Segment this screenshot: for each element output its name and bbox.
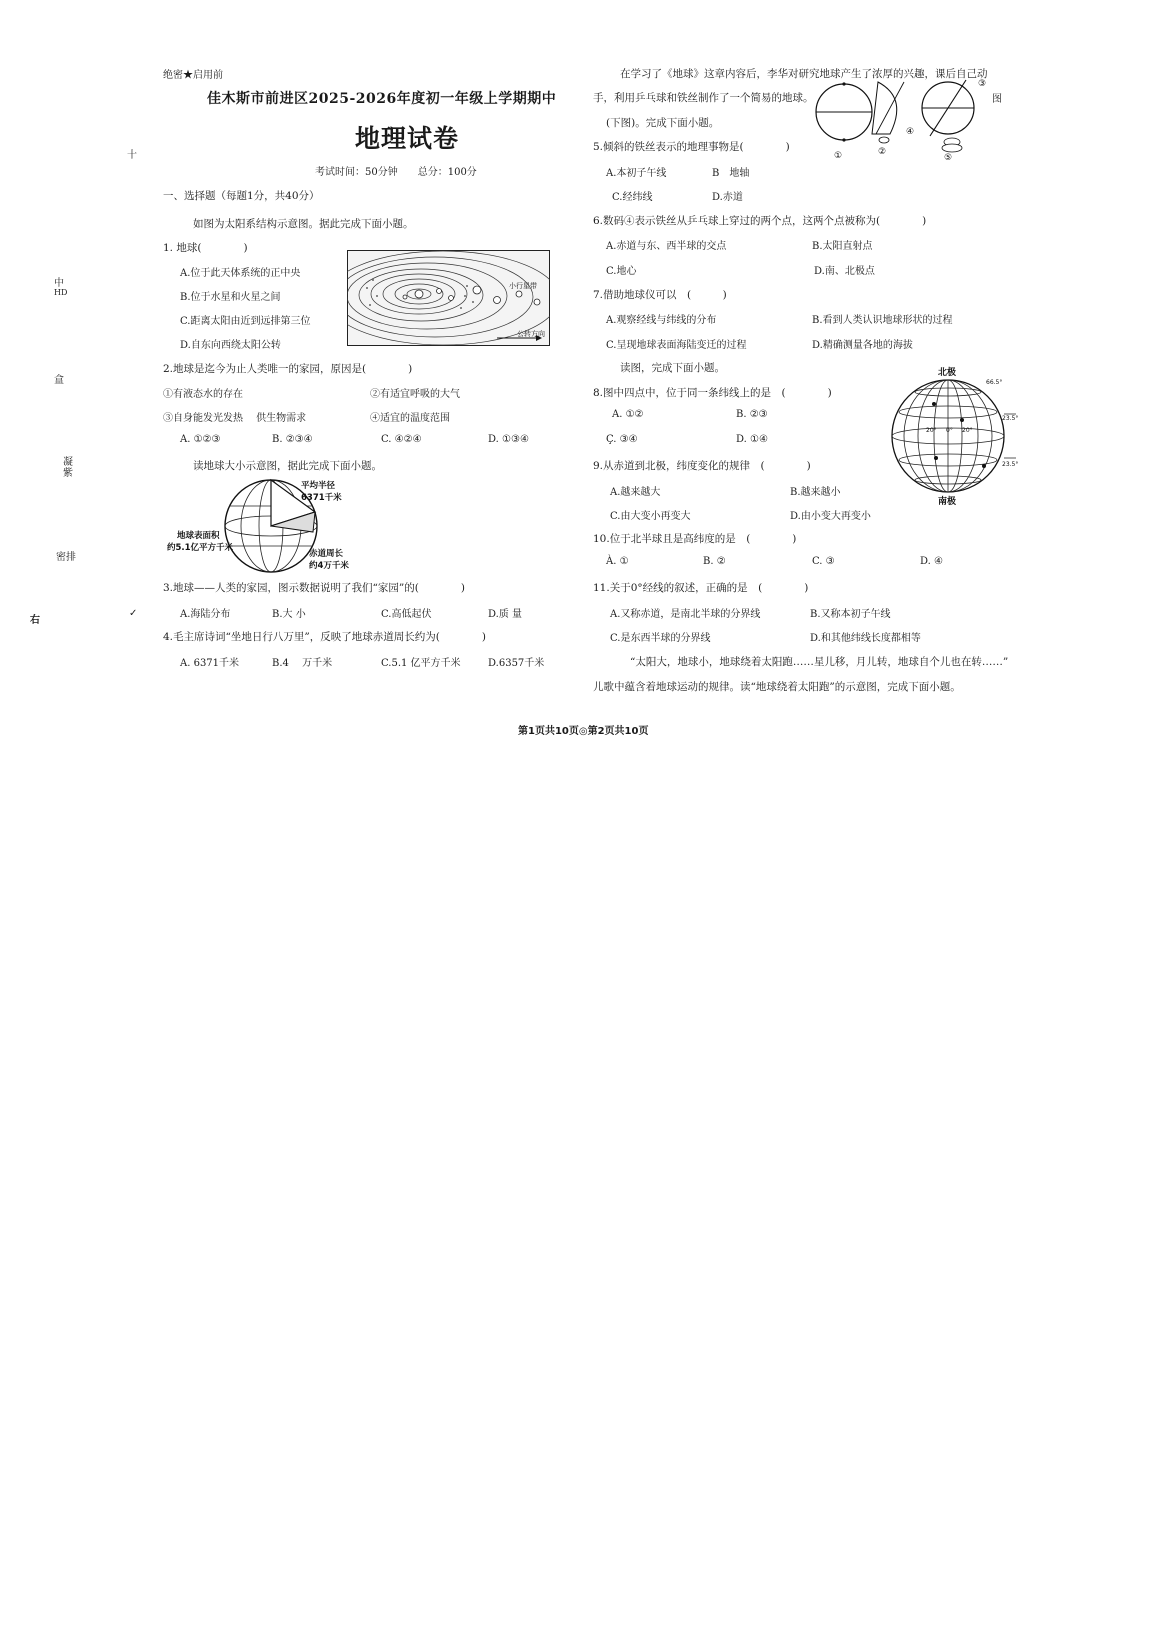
option: B.位于水星和火星之间 (180, 292, 281, 303)
option: A. ①②③ (180, 434, 221, 445)
margin-mark: 右 (30, 615, 40, 626)
intro-text: 读图，完成下面小题。 (620, 362, 725, 374)
section-heading: 一、选择题（每题1分，共40分） (163, 190, 320, 202)
question-stem: 8.图中四点中，位于同一条纬线上的是 ( ) (593, 387, 832, 399)
option: A.位于此天体系统的正中央 (180, 268, 301, 279)
margin-mark: 紫 (63, 468, 73, 479)
option: C.地心 (606, 266, 637, 277)
option: B. ② (703, 556, 726, 567)
option: D.和其他纬线长度都相等 (810, 633, 921, 644)
option: A.观察经线与纬线的分布 (606, 315, 717, 326)
question-stem: 7.借助地球仪可以 ( ) (593, 289, 727, 301)
option: D.由小变大再变小 (790, 511, 871, 522)
area-label: 地球表面积 (177, 531, 220, 541)
asteroid-belt-label: 小行星带 (509, 282, 537, 290)
intro-text: 手，利用乒乓球和铁丝制作了一个简易的地球。 (593, 92, 814, 104)
question-stem: 2.地球是迄今为止人类唯一的家园，原因是( ) (163, 363, 413, 375)
option: B.看到人类认识地球形状的过程 (812, 315, 953, 326)
question-stem: 1. 地球( ) (163, 242, 248, 254)
option: D. ④ (920, 556, 943, 567)
page-title: 地理试卷 (355, 124, 460, 153)
confidential-label: 绝密★启用前 (163, 70, 223, 81)
intro-text: 读地球大小示意图，据此完成下面小题。 (193, 460, 382, 472)
question-stem: 10.位于北半球且是高纬度的是 ( ) (593, 533, 797, 545)
revolution-direction-label: 公转方向 (517, 330, 545, 338)
latlong-globe-figure (888, 362, 1024, 508)
option: A. ①② (612, 409, 644, 420)
margin-mark: 中 (54, 278, 64, 289)
option: B.越来越小 (790, 487, 841, 498)
option: C.由大变小再变大 (610, 511, 691, 522)
fig-number: ③ (978, 79, 987, 89)
option: C.距离太阳由近到远排第三位 (180, 316, 311, 327)
statement: ①有液态水的存在 (163, 389, 243, 400)
option: D. ①③④ (488, 434, 529, 445)
south-pole-label: 南极 (938, 497, 957, 507)
lon-label: 20° (962, 427, 973, 434)
statement: ②有适宜呼吸的大气 (370, 389, 460, 400)
option: A.海陆分布 (180, 609, 231, 620)
equator-value: 约4万千米 (309, 561, 349, 571)
option: A.越来越大 (610, 487, 661, 498)
earth-size-figure (163, 478, 363, 578)
margin-mark: 凝 (63, 457, 73, 468)
option: D.精确测量各地的海拔 (812, 340, 913, 351)
fig-number: ④ (906, 127, 915, 137)
radius-value: 6371千米 (301, 493, 342, 503)
area-value: 约5.1亿平方千米 (167, 543, 234, 553)
intro-text: 如图为太阳系结构示意图。据此完成下面小题。 (193, 218, 414, 230)
lat-label: 23.5° (1002, 415, 1019, 422)
option: C.经纬线 (612, 192, 653, 203)
option: Ç. ③④ (606, 434, 638, 445)
option: D.自东向西绕太阳公转 (180, 340, 281, 351)
option: B.大 小 (272, 609, 306, 620)
fig-number: ① (834, 151, 843, 161)
question-stem: 6.数码④表示铁丝从乒乓球上穿过的两个点，这两个点被称为( ) (593, 215, 927, 227)
intro-text: 在学习了《地球》这章内容后，李华对研究地球产生了浓厚的兴趣，课后自己动 (620, 68, 988, 80)
option: C. ④②④ (381, 434, 422, 445)
option: C. ③ (812, 556, 835, 567)
margin-mark: 密排 (56, 552, 76, 563)
option: D.赤道 (712, 192, 743, 203)
lon-label: 20° (926, 427, 937, 434)
option: B. ②③ (736, 409, 768, 420)
option: D. ①④ (736, 434, 768, 445)
question-stem: 11.关于0°经线的叙述，正确的是 ( ) (593, 582, 809, 594)
margin-mark: HD (54, 288, 68, 297)
margin-mark: ✓ (129, 608, 138, 619)
margin-mark: 盒 (54, 375, 64, 386)
option: C.是东西半球的分界线 (610, 633, 711, 644)
option: B.4 万千米 (272, 658, 333, 669)
option: A. 6371千米 (180, 658, 240, 669)
fig-number: ② (878, 147, 887, 157)
option: À. ① (606, 556, 629, 567)
option: B 地轴 (712, 168, 750, 179)
fig-number: ⑤ (944, 153, 953, 162)
solar-system-figure (347, 250, 550, 346)
option: B.太阳直射点 (812, 241, 873, 252)
option: B.又称本初子午线 (810, 609, 891, 620)
option: A.又称赤道，是南北半球的分界线 (610, 609, 761, 620)
statement: ③自身能发光发热 供生物需求 (163, 413, 307, 424)
radius-label: 平均半径 (301, 481, 336, 491)
school-line: 佳木斯市前进区2025-2026年度初一年级上学期期中 (207, 91, 557, 107)
lon-label: 0° (946, 427, 953, 434)
question-stem: 3.地球——人类的家园，图示数据说明了我们“家园”的( ) (163, 582, 465, 594)
statement: ④适宜的温度范围 (370, 413, 450, 424)
question-stem: 4.毛主席诗词“坐地日行八万里”，反映了地球赤道周长约为( ) (163, 631, 486, 643)
lat-label: 23.5° (1002, 461, 1019, 468)
option: B. ②③④ (272, 434, 313, 445)
option: D.6357千米 (488, 658, 545, 669)
intro-text: “太阳大，地球小，地球绕着太阳跑……星儿移，月儿转，地球自个儿也在转……” (630, 656, 1009, 668)
page-footer: 第1页共10页◎第2页共10页 (518, 726, 649, 737)
option: D.质 量 (488, 609, 523, 620)
intro-text: 儿歌中蕴含着地球运动的规律。读“地球绕着太阳跑”的示意图，完成下面小题。 (593, 681, 961, 693)
north-pole-label: 北极 (938, 368, 957, 378)
pingpong-globe-figure (808, 76, 994, 162)
equator-label: 赤道周长 (309, 549, 344, 559)
option: A.本初子午线 (606, 168, 667, 179)
intro-text: (下图)。完成下面小题。 (606, 117, 720, 129)
option: C.呈现地球表面海陆变迁的过程 (606, 340, 747, 351)
option: A.赤道与东、西半球的交点 (606, 241, 727, 252)
figure-caption: 图 (992, 94, 1002, 105)
option: C.高低起伏 (381, 609, 432, 620)
lat-label: 66.5° (986, 379, 1003, 386)
option: D.南、北极点 (814, 266, 875, 277)
exam-info: 考试时间：50分钟 总分：100分 (315, 167, 477, 178)
question-stem: 9.从赤道到北极，纬度变化的规律 ( ) (593, 460, 811, 472)
option: C.5.1 亿平方千米 (381, 658, 461, 669)
margin-mark: 十 (127, 150, 137, 161)
question-stem: 5.倾斜的铁丝表示的地理事物是( ) (593, 141, 790, 153)
